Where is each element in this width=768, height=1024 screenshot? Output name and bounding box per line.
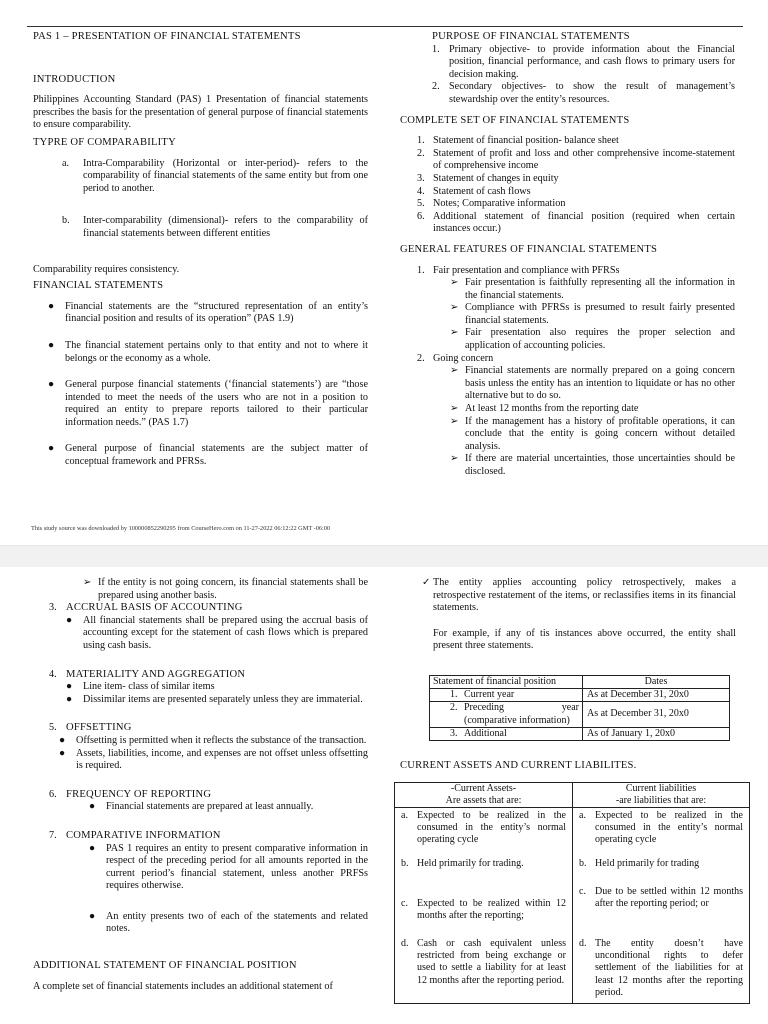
page-title: PAS 1 – PRESENTATION OF FINANCIAL STATEMENTS bbox=[33, 31, 301, 42]
list-item: 1. Statement of financial position- balance sheet bbox=[417, 135, 619, 147]
arrow-bullet-icon: ➢ bbox=[450, 302, 459, 314]
check-list bbox=[422, 577, 736, 615]
section-heading: FREQUENCY OF REPORTING bbox=[66, 788, 212, 800]
list-item: c. Expected to be realized within 12 months after the reporting; bbox=[401, 897, 566, 922]
bullet-icon: ● bbox=[66, 614, 73, 626]
fs-bullets bbox=[48, 301, 368, 469]
list-item: 6. Additional statement of financial position (required when certain instances occur.) bbox=[417, 210, 735, 235]
list-item: b. Held primarily for trading. bbox=[401, 857, 524, 869]
section-heading: OFFSETTING bbox=[66, 722, 132, 734]
purpose-heading: PURPOSE OF FINANCIAL STATEMENTS bbox=[432, 31, 630, 42]
section-accrual: 3. ACCRUAL BASIS OF ACCOUNTING ● All financial statements shall be prepared using the accrual basis of accounting except for the statement of cash flows which is prepared using cash basis. bbox=[49, 602, 368, 651]
column-header: Dates bbox=[583, 675, 730, 688]
list-item: ● General purpose financial statements (‘financial statements’) are “those intended to meet the needs of the users who are not in a position to required an entity to prepare reports tailored to their particular information needs.” (PAS 1.7) bbox=[48, 379, 368, 428]
download-footer: This study source was downloaded by 100000852290295 from CourseHero.com on 11-27-2022 06:12:22 GMT -06:00 bbox=[31, 525, 331, 532]
list-item: 2. Going concern ➢ Financial statements are normally prepared on a going concern basis unless the entity has an intention to liquidate or has no other alternative but to do so. ➢ At least 12 months from the reporting date ➢ If the management has a history of profitable operations, it can conclude that the entity is going concern without detailed analysis. ➢ If there are material uncertainties, those uncertainties should be disclosed. bbox=[417, 352, 735, 477]
arrow-bullet-icon: ➢ bbox=[450, 453, 459, 465]
assets-cell bbox=[395, 807, 573, 1003]
page1-left-column bbox=[33, 31, 368, 469]
bullet-icon: ● bbox=[89, 842, 96, 854]
list-item: 3. Statement of changes in equity bbox=[417, 172, 559, 184]
section-heading: ACCRUAL BASIS OF ACCOUNTING bbox=[66, 602, 243, 614]
current-assets-liabilities-heading: CURRENT ASSETS AND CURRENT LIABILITES. bbox=[400, 759, 637, 771]
list-item: 5. Notes; Comparative information bbox=[417, 198, 566, 210]
list-item: ● An entity presents two of each of the statements and related notes. bbox=[89, 910, 368, 935]
arrow-bullet-icon: ➢ bbox=[450, 403, 459, 415]
arrow-list bbox=[450, 365, 735, 478]
table-header-row bbox=[430, 675, 730, 688]
example-text: For example, if any of tis instances above occurred, the entity shall present three statements. bbox=[433, 627, 736, 652]
list-item: ● General purpose of financial statements are the subject matter of conceptual framework and PFRSs. bbox=[48, 443, 368, 468]
complete-set-list bbox=[417, 135, 735, 236]
section-comparative: 7. COMPARATIVE INFORMATION ● PAS 1 requires an entity to present comparative information in respect of the preceding period for all amounts reported in the current period’s financial statement, unless another PRFSs requires otherwise. ● An entity presents two of each of the statements and related notes. bbox=[49, 829, 368, 935]
page2-right-column bbox=[400, 577, 743, 1004]
list-item: b. Held primarily for trading bbox=[579, 857, 700, 869]
checkmark-icon: ✓ bbox=[422, 577, 431, 588]
list-item: ➢ Fair presentation is faithfully representing all the information in the financial statements. bbox=[450, 277, 735, 301]
section-frequency: 6. FREQUENCY OF REPORTING ● Financial statements are prepared at least annually. bbox=[49, 789, 368, 814]
list-item: ➢ If the management has a history of profitable operations, it can conclude that the entity is going concern without detailed analysis. bbox=[450, 415, 735, 452]
table-row: 3. Additional As of January 1, 20x0 bbox=[430, 727, 730, 740]
general-features-list bbox=[417, 265, 735, 479]
fs-heading: FINANCIAL STATEMENTS bbox=[33, 280, 164, 292]
arrow-bullet-icon: ➢ bbox=[450, 365, 459, 377]
list-item: ● Offsetting is permitted when it reflects the substance of the transaction. bbox=[59, 734, 367, 746]
list-item: a. Expected to be realized in the consumed in the entity’s normal operating cycle bbox=[401, 809, 566, 846]
intro-heading: INTRODUCTION bbox=[33, 73, 116, 85]
list-item: ● Assets, liabilities, income, and expenses are not offset unless offsetting is required. bbox=[59, 747, 368, 772]
page-gap bbox=[0, 545, 768, 567]
list-item: 2. Secondary objectives- to show the result of management’s stewardship over the entity’s resources. bbox=[432, 81, 735, 105]
section-heading: COMPARATIVE INFORMATION bbox=[66, 829, 221, 841]
bullet-icon: ● bbox=[59, 734, 66, 746]
table-row: 1. Current year As at December 31, 20x0 bbox=[430, 689, 730, 702]
list-item: d. Cash or cash equivalent unless restricted from being exchange or used to settle a liability for at least 12 months after the reporting period. bbox=[401, 937, 566, 986]
arrow-bullet-icon: ➢ bbox=[450, 415, 459, 427]
list-item: ● Financial statements are prepared at least annually. bbox=[89, 801, 314, 813]
list-item: 2. Statement of profit and loss and other comprehensive income-statement of comprehensive income bbox=[417, 147, 735, 172]
section-heading: MATERIALITY AND AGGREGATION bbox=[66, 668, 246, 680]
types-list bbox=[62, 158, 368, 241]
types-heading: TYPRE OF COMPARABILITY bbox=[33, 136, 176, 148]
top-rule bbox=[27, 26, 743, 27]
liabilities-cell bbox=[573, 807, 750, 1003]
list-item: 1. Primary objective- to provide information about the Financial position, financial performance, and cash flows to primary users for decision making. bbox=[432, 43, 735, 80]
bullet-icon: ● bbox=[48, 339, 55, 351]
arrow-bullet-icon: ➢ bbox=[450, 277, 459, 289]
section-materiality: 4. MATERIALITY AND AGGREGATION ● Line item- class of similar items ● Dissimilar items are presented separately unless they are immaterial. bbox=[49, 669, 368, 707]
list-item: ➢ If the entity is not going concern, its financial statements shall be prepared using another basis. bbox=[83, 577, 368, 601]
list-item: ✓ The entity applies accounting policy retrospectively, makes a retrospective restatement of the items, or reclassifies items in its financial statements. bbox=[422, 577, 736, 614]
intro-paragraph: Philippines Accounting Standard (PAS) 1 Presentation of financial statements prescribes the basis for the presentation of general purpose of financial statements to ensure comparability. bbox=[33, 94, 368, 131]
list-item: ● Dissimilar items are presented separately unless they are immaterial. bbox=[66, 693, 363, 705]
list-item: a. Intra-Comparability (Horizontal or inter-period)- refers to the comparability of financial statements of the same entity but from one period to another. bbox=[62, 157, 368, 194]
list-item: d. The entity doesn’t have unconditional rights to defer settlement of the liabilities for at least 12 months after the reporting period. bbox=[579, 937, 743, 998]
arrow-bullet-icon: ➢ bbox=[83, 577, 92, 588]
table-row: 2. Preceding year (comparative information) As at December 31, 20x0 bbox=[430, 702, 730, 727]
assets-header: -Current Assets- bbox=[450, 782, 517, 794]
bullet-icon: ● bbox=[89, 801, 96, 813]
complete-set-heading: COMPLETE SET OF FINANCIAL STATEMENTS bbox=[400, 114, 630, 126]
column-header: Statement of financial position bbox=[430, 675, 583, 688]
list-item: ● Financial statements are the “structured representation of an entity’s financial position and results of its operation” (PAS 1.9) bbox=[48, 300, 368, 325]
list-item: 4. Statement of cash flows bbox=[417, 185, 531, 197]
page1-right-column bbox=[400, 31, 735, 479]
continued-arrow-list bbox=[83, 577, 368, 602]
bullet-icon: ● bbox=[89, 910, 96, 922]
general-features-heading: GENERAL FEATURES OF FINANCIAL STATEMENTS bbox=[400, 243, 658, 255]
purpose-list bbox=[432, 44, 735, 107]
list-item: a. Expected to be realized in the consumed in the entity’s normal operating cycle bbox=[579, 809, 743, 846]
section-offsetting: 5. OFFSETTING ● Offsetting is permitted when it reflects the substance of the transaction. ● Assets, liabilities, income, and expenses are not offset unless offsetting is required. bbox=[49, 722, 368, 772]
bullet-icon: ● bbox=[66, 681, 73, 693]
arrow-bullet-icon: ➢ bbox=[450, 327, 459, 339]
list-item: ● PAS 1 requires an entity to present comparative information in respect of the preceding period for all amounts reported in the current period’s financial statement, unless another PRFSs requires otherwise. bbox=[89, 842, 368, 892]
list-item: ➢ Financial statements are normally prepared on a going concern basis unless the entity has an intention to liquidate or has no other alternative but to do so. bbox=[450, 365, 735, 402]
current-assets-liabilities-table bbox=[394, 782, 750, 1004]
bullet-icon: ● bbox=[48, 443, 55, 455]
list-item: b. Inter-comparability (dimensional)- refers to the comparability of financial statements between different entities bbox=[62, 215, 368, 239]
list-item: ● The financial statement pertains only to that entity and not to where it belongs or the economy as a whole. bbox=[48, 339, 368, 364]
bullet-icon: ● bbox=[48, 379, 55, 391]
list-item: c. Due to be settled within 12 months after the reporting period; or bbox=[579, 885, 743, 910]
arrow-list bbox=[450, 277, 735, 353]
page2-left-column bbox=[33, 577, 368, 993]
list-item: ➢ At least 12 months from the reporting date bbox=[450, 403, 639, 415]
bullet-icon: ● bbox=[48, 300, 55, 312]
table-row bbox=[395, 807, 750, 1003]
sfp-dates-table bbox=[429, 675, 730, 741]
list-item: ➢ If there are material uncertainties, those uncertainties should be disclosed. bbox=[450, 453, 735, 477]
list-item: ● All financial statements shall be prepared using the accrual basis of accounting except for the statement of cash flows which is prepared using cash basis. bbox=[66, 614, 368, 651]
consistency-note: Comparability requires consistency. bbox=[33, 263, 180, 275]
list-item: 1. Fair presentation and compliance with PFRSs ➢ Fair presentation is faithfully representing all the information in the financial statements. ➢ Compliance with PFRSs is presumed to result fairly presented financial statements. ➢ Fair presentation also requires the proper selection and application of accounting policies. bbox=[417, 264, 735, 352]
liabilities-header: Current liabilities bbox=[625, 782, 697, 794]
list-item: ➢ Fair presentation also requires the proper selection and application of accounting policies. bbox=[450, 327, 735, 352]
list-item: ➢ Compliance with PFRSs is presumed to result fairly presented financial statements. bbox=[450, 302, 735, 326]
list-item: ● Line item- class of similar items bbox=[66, 681, 215, 693]
bullet-icon: ● bbox=[59, 747, 66, 759]
additional-sfp-heading: ADDITIONAL STATEMENT OF FINANCIAL POSITION bbox=[33, 960, 297, 972]
additional-sfp-text: A complete set of financial statements includes an additional statement of bbox=[33, 980, 333, 992]
bullet-icon: ● bbox=[66, 693, 73, 705]
page-2 bbox=[0, 567, 768, 1024]
table-header-row: -Current Assets- Are assets that are: Current liabilities -are liabilities that are: bbox=[395, 782, 750, 807]
